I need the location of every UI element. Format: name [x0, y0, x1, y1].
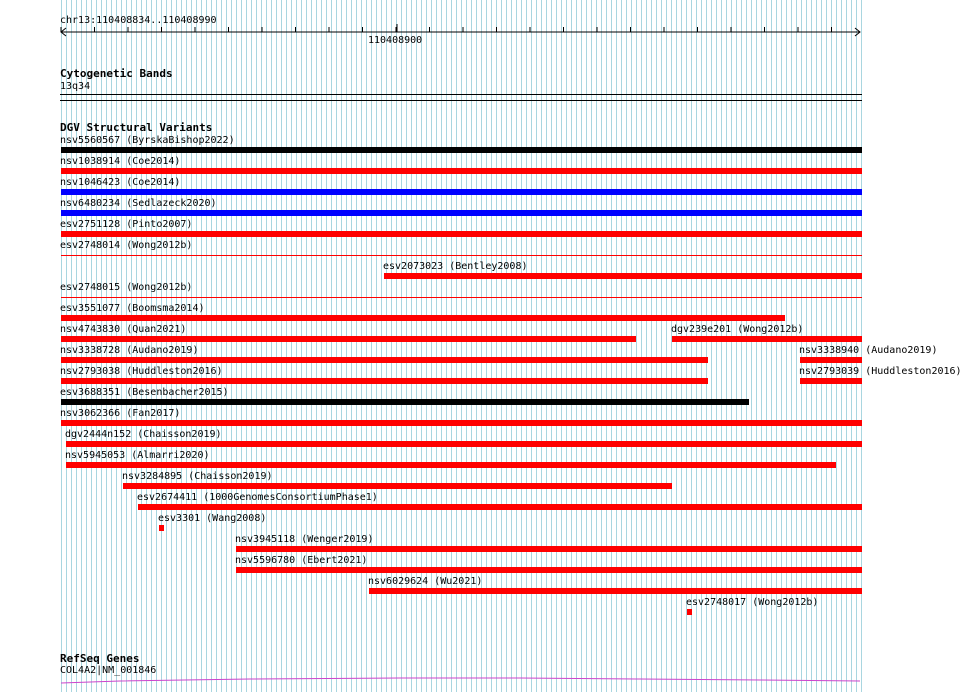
- variant-label[interactable]: nsv2793038 (Huddleston2016): [60, 366, 223, 377]
- variant-label[interactable]: esv3551077 (Boomsma2014): [60, 303, 205, 314]
- gene-feature[interactable]: [0, 674, 890, 686]
- variant-bar[interactable]: [384, 273, 862, 279]
- variant-bar[interactable]: [61, 336, 636, 342]
- region-coordinates: chr13:110408834..110408990: [60, 15, 217, 26]
- variant-label[interactable]: nsv4743830 (Quan2021): [60, 324, 187, 335]
- variant-bar[interactable]: [236, 567, 862, 573]
- variant-label[interactable]: nsv5560567 (ByrskaBishop2022): [60, 135, 235, 146]
- variant-label[interactable]: nsv6029624 (Wu2021): [368, 576, 483, 587]
- variant-bar[interactable]: [159, 525, 164, 531]
- variant-bar[interactable]: [66, 462, 836, 468]
- variant-label[interactable]: nsv3284895 (Chaisson2019): [122, 471, 273, 482]
- variant-label[interactable]: esv2748017 (Wong2012b): [686, 597, 819, 608]
- variant-bar[interactable]: [800, 357, 862, 363]
- dgv-track-title[interactable]: DGV Structural Variants: [60, 121, 213, 134]
- variant-label[interactable]: esv2748014 (Wong2012b): [60, 240, 193, 251]
- coordinate-ruler[interactable]: [0, 22, 890, 46]
- variant-label[interactable]: nsv5596780 (Ebert2021): [235, 555, 368, 566]
- variant-bar[interactable]: [369, 588, 862, 594]
- variant-label[interactable]: nsv3338728 (Audano2019): [60, 345, 199, 356]
- variant-label[interactable]: esv3688351 (Besenbacher2015): [60, 387, 229, 398]
- variant-label[interactable]: nsv1046423 (Coe2014): [60, 177, 181, 188]
- variant-label[interactable]: nsv3945118 (Wenger2019): [235, 534, 374, 545]
- variant-bar[interactable]: [61, 147, 862, 153]
- variant-bar[interactable]: [61, 378, 708, 384]
- gene-label[interactable]: COL4A2|NM_001846: [60, 665, 157, 676]
- variant-bar[interactable]: [123, 483, 672, 489]
- variant-bar[interactable]: [61, 357, 708, 363]
- variant-bar[interactable]: [672, 336, 862, 342]
- variant-label[interactable]: esv2674411 (1000GenomesConsortiumPhase1): [137, 492, 378, 503]
- variant-bar[interactable]: [61, 231, 862, 237]
- variant-label[interactable]: esv2073023 (Bentley2008): [383, 261, 528, 272]
- cytoband-track-title[interactable]: Cytogenetic Bands: [60, 67, 173, 80]
- variant-bar[interactable]: [61, 315, 785, 321]
- variant-label[interactable]: nsv5945053 (Almarri2020): [65, 450, 210, 461]
- variant-label[interactable]: esv3301 (Wang2008): [158, 513, 267, 524]
- cytoband-label[interactable]: 13q34: [60, 81, 91, 92]
- variant-bar[interactable]: [61, 399, 749, 405]
- variant-bar[interactable]: [61, 189, 862, 195]
- ruler-tick-label: 110408900: [368, 35, 423, 46]
- variant-bar[interactable]: [800, 378, 862, 384]
- variant-label[interactable]: nsv3338940 (Audano2019): [799, 345, 938, 356]
- variant-bar[interactable]: [61, 210, 862, 216]
- variant-label[interactable]: esv2748015 (Wong2012b): [60, 282, 193, 293]
- variant-label[interactable]: dgv239e201 (Wong2012b): [671, 324, 804, 335]
- variant-label[interactable]: nsv6480234 (Sedlazeck2020): [60, 198, 217, 209]
- variant-bar[interactable]: [687, 609, 692, 615]
- variant-bar[interactable]: [61, 255, 862, 256]
- cytoband-line-bottom: [60, 100, 862, 101]
- variant-bar[interactable]: [236, 546, 862, 552]
- variant-bar[interactable]: [61, 297, 862, 298]
- variant-label[interactable]: nsv2793039 (Huddleston2016): [799, 366, 962, 377]
- variant-bar[interactable]: [61, 420, 862, 426]
- variant-label[interactable]: esv2751128 (Pinto2007): [60, 219, 193, 230]
- refseq-track-title[interactable]: RefSeq Genes: [60, 652, 140, 665]
- variant-bar[interactable]: [138, 504, 862, 510]
- variant-bar[interactable]: [61, 168, 862, 174]
- variant-label[interactable]: nsv1038914 (Coe2014): [60, 156, 181, 167]
- variant-label[interactable]: dgv2444n152 (Chaisson2019): [65, 429, 222, 440]
- variant-bar[interactable]: [66, 441, 862, 447]
- cytoband-line-top: [60, 94, 862, 95]
- variant-label[interactable]: nsv3062366 (Fan2017): [60, 408, 181, 419]
